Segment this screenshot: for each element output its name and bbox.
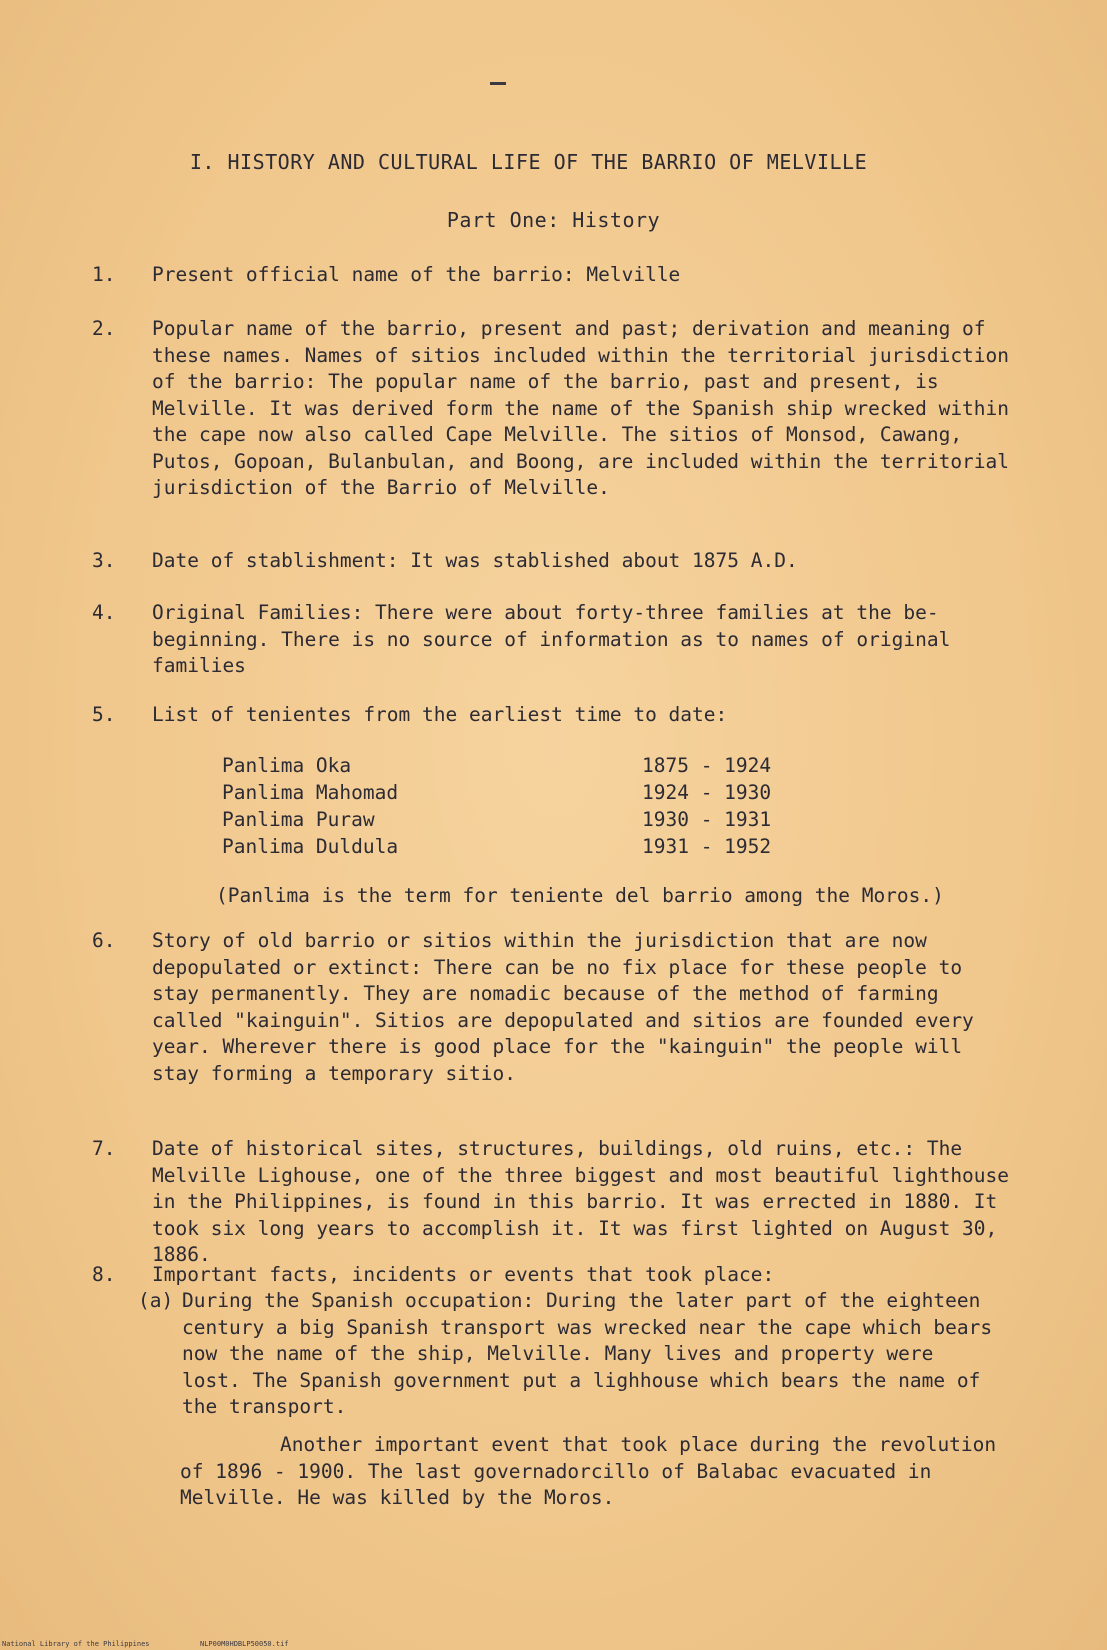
sub-item-text: During the Spanish occupation: During the later part of the eighteen century a big Spanish transport was wrecked near the cape which bears now the name of the ship, Melville. Many lives and property were lost. The Spanish government put a lighhouse which bears the name of the transport.: [182, 1289, 993, 1418]
table-row: [222, 754, 822, 781]
list-item-1: [92, 262, 1012, 289]
teniente-years: 1875 - 1924: [642, 754, 772, 777]
list-item-7: [92, 1136, 1012, 1269]
footer-library: National Library of the Philippines: [2, 1640, 150, 1648]
teniente-name: Panlima Duldula: [222, 835, 399, 858]
footer-filename: NLP00M0HDBLP50050.tif: [200, 1640, 289, 1648]
teniente-years: 1924 - 1930: [642, 781, 772, 804]
teniente-name: Panlima Puraw: [222, 808, 375, 831]
item-text: Original Families: There were about forty-three families at the be-beginning. There is no source of information as to names of original families: [152, 601, 951, 677]
closing-paragraph: Another important event that took place during the revolution of 1896 - 1900. The last governadorcillo of Balabac evacuated in Melville. He was killed by the Moros.: [180, 1433, 997, 1509]
item-number: 6.: [92, 929, 116, 952]
tenientes-table: [222, 754, 822, 862]
item-text: Date of historical sites, structures, buildings, old ruins, etc.: The Melville Lighouse, one of the three biggest and most beautiful lighthouse in the Philippines, is found in this barrio. It was errected in 1880. It took six long years to accomplish it. It was first lighted on August 30, 1886.: [152, 1137, 1010, 1266]
item-text: List of tenientes from the earliest time to date:: [152, 703, 728, 726]
item-text: Present official name of the barrio: Melville: [152, 263, 681, 286]
table-row: [222, 781, 822, 808]
teniente-name: Panlima Mahomad: [222, 781, 399, 804]
sub-item-label: (a): [138, 1289, 174, 1312]
list-item-4: [92, 600, 1012, 680]
document-subtitle: Part One: History: [446, 208, 661, 232]
item-text: Story of old barrio or sitios within the jurisdiction that are now depopulated or extinct: There can be no fix place for these people to stay permanently. They are nomadic because of the method of farming called "kainguin". Sitios are depopulated and sitios are founded every year. Wherever there is good place for the "kainguin" the people will stay forming a temporary sitio.: [152, 929, 974, 1085]
item-text: Popular name of the barrio, present and past; derivation and meaning of these names. Names of sitios included within the territorial jurisdiction of the barrio: The popular name of the barrio, past and present, is Melville. It was derived form the name of the Spanish ship wrecked within the cape now also called Cape Melville. The sitios of Monsod, Cawang, Putos, Gopoan, Bulanbulan, and Boong, are included within the territorial jurisdiction of the Barrio of Melville.: [152, 317, 1010, 499]
top-dash-mark: [490, 82, 506, 85]
sub-item-a: [138, 1288, 998, 1421]
list-item-2: [92, 316, 1012, 502]
item-number: 8.: [92, 1263, 116, 1286]
item-number: 7.: [92, 1137, 116, 1160]
table-row: [222, 835, 822, 862]
item-number: 3.: [92, 549, 116, 572]
item-number: 5.: [92, 703, 116, 726]
teniente-name: Panlima Oka: [222, 754, 352, 777]
teniente-years: 1930 - 1931: [642, 808, 772, 831]
item-text: Date of stablishment: It was stablished about 1875 A.D.: [152, 549, 798, 572]
item-text: Important facts, incidents or events that took place:: [152, 1263, 775, 1286]
item-number: 1.: [92, 263, 116, 286]
list-item-8: [92, 1262, 1012, 1289]
table-row: [222, 808, 822, 835]
list-item-5: [92, 702, 1012, 729]
teniente-years: 1931 - 1952: [642, 835, 772, 858]
document-title: I. HISTORY AND CULTURAL LIFE OF THE BARRIO OF MELVILLE: [189, 150, 868, 174]
item-number: 2.: [92, 317, 116, 340]
list-item-3: [92, 548, 1012, 575]
item-number: 4.: [92, 601, 116, 624]
list-item-6: [92, 928, 1012, 1087]
tenientes-note: (Panlima is the term for teniente del barrio among the Moros.): [216, 884, 944, 907]
